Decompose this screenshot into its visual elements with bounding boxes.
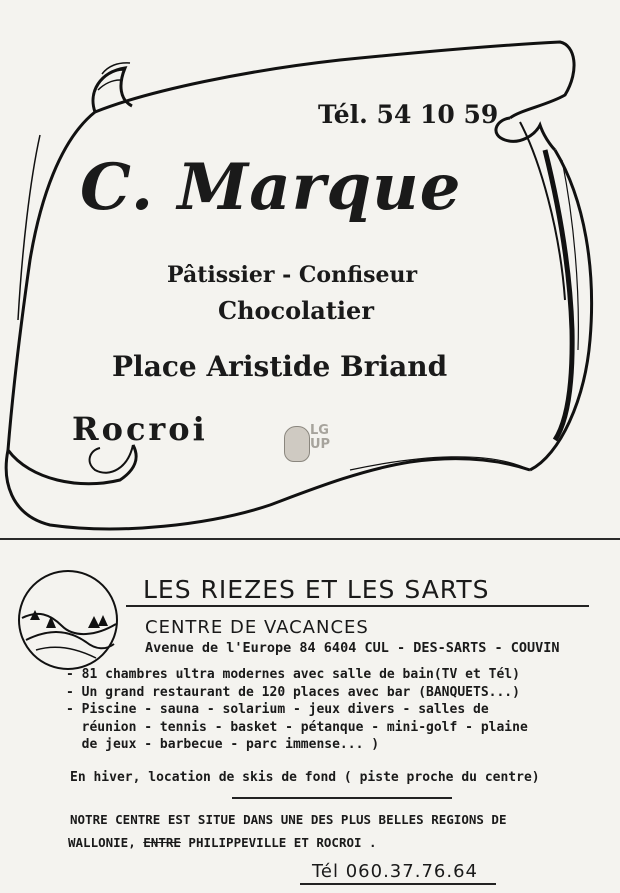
portrait-stamp-icon (284, 424, 340, 464)
section-divider (0, 538, 620, 540)
features-list (66, 666, 618, 754)
stamp-face (284, 426, 310, 462)
hills-logo-icon (16, 568, 120, 672)
feature-item: de jeux - barbecue - parc immense... ) (66, 737, 380, 752)
bakery-trade-line2: Chocolatier (218, 296, 374, 325)
feature-item: - 81 chambres ultra modernes avec salle de bain(TV et Tél) (66, 667, 520, 682)
bakery-city: Rocroi (72, 410, 208, 448)
holiday-phone: Tél 060.37.76.64 (312, 861, 478, 882)
notice-line2-start: WALLONIE, (68, 835, 144, 850)
bakery-phone: Tél. 54 10 59 (318, 100, 499, 129)
feature-item: - Piscine - sauna - solarium - jeux divers - salles de (66, 702, 489, 717)
notice-line2 (68, 835, 377, 850)
feature-item: - Un grand restaurant de 120 places avec bar (BANQUETS...) (66, 684, 520, 700)
stamp-text: LG UP (310, 423, 331, 452)
notice-rule (232, 797, 452, 799)
notice-line1: NOTRE CENTRE EST SITUE DANS UNE DES PLUS BELLES REGIONS DE (70, 812, 507, 827)
winter-note: En hiver, location de skis de fond ( piste proche du centre) (70, 770, 540, 785)
holiday-subtitle: CENTRE DE VACANCES (145, 617, 369, 638)
bakery-address: Place Aristide Briand (112, 350, 448, 383)
notice-line2-end: PHILIPPEVILLE ET ROCROI . (180, 835, 377, 850)
feature-item: réunion - tennis - basket - pétanque - mini-golf - plaine (66, 719, 528, 735)
holiday-address: Avenue de l'Europe 84 6404 CUL - DES-SARTS - COUVIN (145, 640, 560, 656)
notice-struck-word: ENTRE (143, 835, 181, 850)
holiday-title: LES RIEZES ET LES SARTS (143, 575, 490, 604)
bakery-name: C. Marque (80, 150, 462, 225)
title-underline (126, 605, 589, 607)
phone-underline (300, 883, 496, 885)
bakery-trade-line1: Pâtissier - Confiseur (167, 262, 418, 288)
